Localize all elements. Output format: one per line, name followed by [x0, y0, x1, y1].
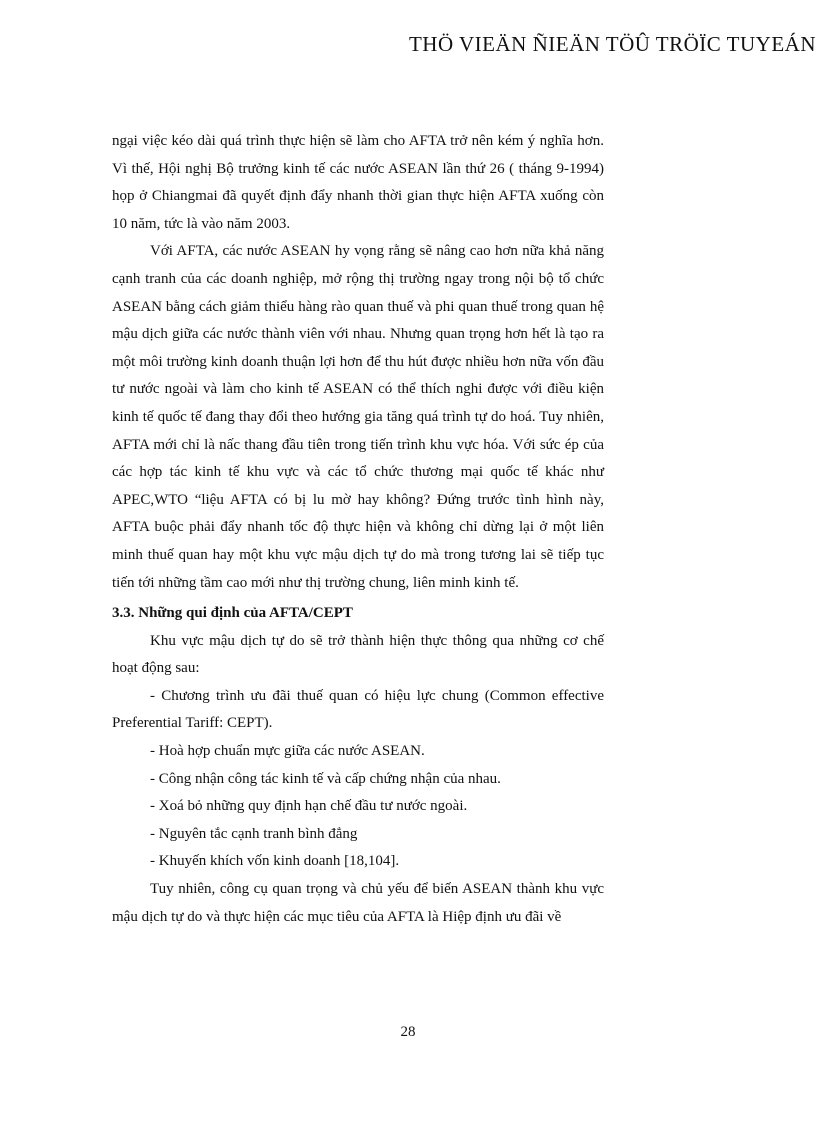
section-heading: 3.3. Những qui định của AFTA/CEPT [112, 605, 353, 622]
list-item: - Nguyên tắc cạnh tranh bình đẳng [150, 825, 358, 842]
paragraph-2: Với AFTA, các nước ASEAN hy vọng rằng sẽ nâng cao hơn nữa khả năng cạnh tranh của các doanh nghiệp, mở rộng thị trường ngay trong nội bộ tổ chức ASEAN bằng cách giảm thiểu hàng rào quan thuế và phi quan thuế trong quan hệ mậu dịch giữa các nước thành viên với nhau. Nhưng quan trọng hơn hết là tạo ra một môi trường kinh doanh thuận lợi hơn để thu hút được nhiều hơn nữa vốn đầu tư nước ngoài và làm cho kinh tế ASEAN có thể thích nghi được với điều kiện kinh tế quốc tế đang thay đổi theo hướng gia tăng quá trình tự do hoá. Tuy nhiên, AFTA mới chỉ là nấc thang đầu tiên trong tiến trình khu vực hóa. Với sức ép của các hợp tác kinh tế khu vực và các tổ chức thương mại quốc tế khác như APEC,WTO “liệu AFTA có bị lu mờ hay không? Đứng trước tình hình này, AFTA buộc phải đẩy nhanh tốc độ thực hiện và không chỉ dừng lại ở một liên minh thuế quan hay một khu vực mậu dịch tự do mà trong tương lai sẽ tiếp tục tiến tới những tầm cao mới như thị trường chung, liên minh kinh tế. [112, 243, 604, 591]
list-item: - Hoà hợp chuẩn mực giữa các nước ASEAN. [150, 743, 425, 760]
paragraph-3: Khu vực mậu dịch tự do sẽ trở thành hiện thực thông qua những cơ chế hoạt động sau: [112, 632, 604, 677]
paragraph-1: ngại việc kéo dài quá trình thực hiện sẽ làm cho AFTA trở nên kém ý nghĩa hơn. Vì thế, Hội nghị Bộ trưởng kinh tế các nước ASEAN lần thứ 26 ( tháng 9-1994) họp ở Chiangmai đã quyết định đẩy nhanh thời gian thực hiện AFTA xuống còn 10 năm, tức là vào năm 2003. [112, 133, 604, 232]
paragraph-4: Tuy nhiên, công cụ quan trọng và chủ yếu để biến ASEAN thành khu vực mậu dịch tự do và thực hiện các mục tiêu của AFTA là Hiệp định ưu đãi về [112, 881, 604, 925]
document-body [112, 128, 604, 931]
list-item: - Công nhận công tác kinh tế và cấp chứng nhận của nhau. [150, 770, 501, 787]
page-header: THÖ VIEÄN ÑIEÄN TÖÛ TRÖÏC TUYEÁN [408, 32, 816, 56]
list-item: - Khuyến khích vốn kinh doanh [18,104]. [150, 853, 400, 870]
list-item: - Chương trình ưu đãi thuế quan có hiệu lực chung (Common effective Preferential Tariff: CEPT). [112, 687, 604, 732]
list-item: - Xoá bỏ những quy định hạn chế đầu tư nước ngoài. [150, 798, 468, 815]
page-number: 28 [400, 1024, 416, 1040]
